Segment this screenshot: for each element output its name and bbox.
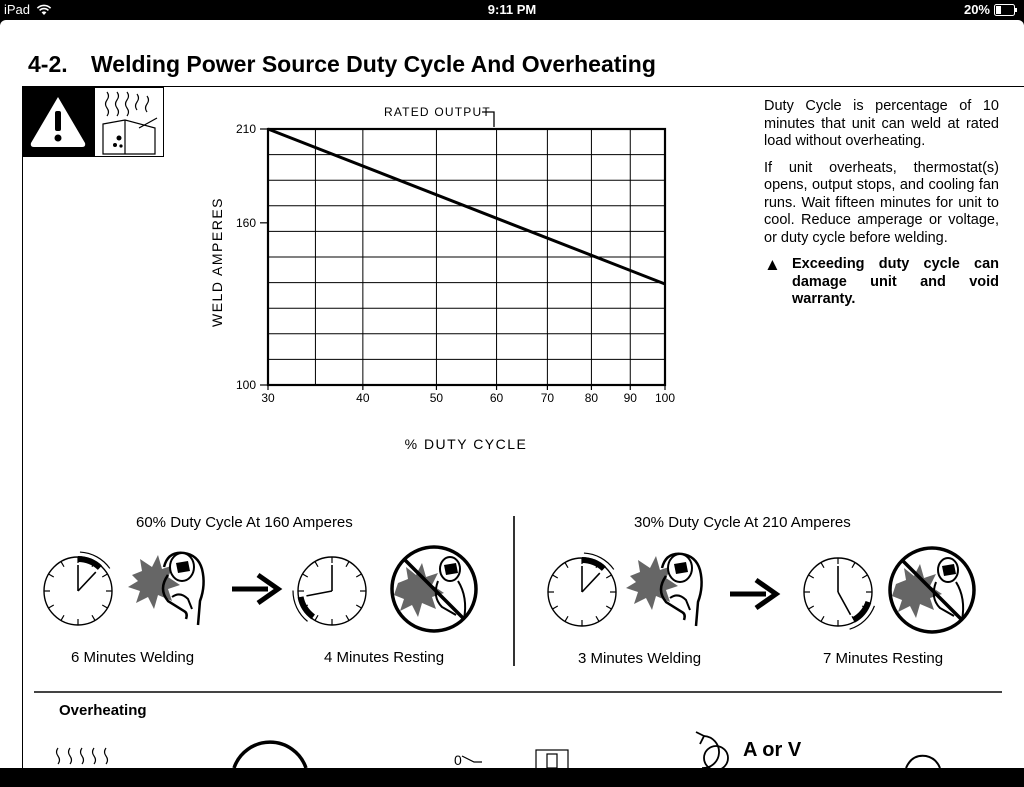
arrow-right-icon (232, 575, 278, 603)
overheating-heading: Overheating (59, 702, 147, 719)
battery-percent: 20% (963, 2, 990, 17)
arrow-right-icon (730, 580, 776, 608)
y-tick-label: 210 (235, 122, 256, 136)
duty-cycle-line (268, 129, 665, 284)
overheating-illustrations (50, 720, 1020, 768)
overheating-machine-icon (95, 88, 162, 155)
rated-output-annotation (384, 105, 494, 127)
example-right-resting: 7 Minutes Resting (823, 650, 944, 667)
example-right-welding: 3 Minutes Welding (578, 650, 702, 667)
clock-icon (548, 553, 616, 626)
duty-cycle-definition: Duty Cycle is percentage of 10 minutes that unit can weld at rated load without overheating. (764, 98, 999, 149)
clock-icon (804, 558, 874, 629)
dial-pointer-icon (462, 756, 482, 762)
overheat-instructions: If unit overheats, thermostat(s) opens, output stops, and cooling fan runs. Wait fifteen minutes for unit to cool. Reduce amperage or voltage, or duty cycle before welding. (764, 159, 999, 246)
x-tick-label: 30 (261, 391, 275, 405)
meter-label: A or V (743, 739, 802, 761)
overheating-machine-icon-box (94, 87, 164, 157)
section-title: Welding Power Source Duty Cycle And Overheating (91, 51, 656, 77)
description (764, 98, 999, 309)
warning-text: Exceeding duty cycle can damage unit and void warranty. (792, 256, 999, 307)
warning-icon (22, 87, 94, 157)
no-welding-icon (392, 547, 476, 631)
x-tick-label: 80 (584, 391, 599, 405)
x-axis-label: % DUTY CYCLE (404, 436, 528, 452)
y-tick-label: 160 (235, 215, 256, 230)
clock: 9:11 PM (487, 2, 537, 17)
adjust-knob-icon (696, 732, 728, 770)
section-divider (34, 691, 1002, 693)
duty-cycle-chart (200, 96, 690, 452)
heat-waves-icon (57, 748, 108, 764)
y-tick-label: 100 (235, 378, 256, 392)
no-welding-icon (890, 548, 974, 632)
example-right-illustration (542, 542, 982, 642)
example-left-illustration (38, 541, 483, 641)
warning-triangle-icon: ▲ (764, 255, 781, 274)
x-tick-label: 60 (489, 391, 504, 405)
x-tick-label: 70 (540, 391, 555, 405)
device-name: iPad (4, 2, 31, 17)
y-axis-label: WELD AMPERES (209, 196, 225, 328)
clock-icon (293, 557, 366, 625)
x-tick-label: 50 (429, 391, 444, 405)
status-bar (0, 0, 1024, 20)
x-tick-label: 100 (654, 391, 676, 405)
rated-output-label: RATED OUTPUT (384, 105, 491, 119)
section-heading (28, 51, 656, 78)
manual-page (0, 20, 1024, 768)
examples-divider (513, 516, 515, 666)
no-symbol-icon (234, 742, 306, 768)
example-left-welding: 6 Minutes Welding (71, 649, 195, 666)
clock-icon (44, 552, 112, 625)
welder-partial-icon (906, 756, 940, 768)
welder-icon (128, 553, 204, 625)
switch-icon (536, 750, 568, 770)
battery-icon (994, 4, 1018, 16)
x-tick-label: 90 (623, 391, 637, 405)
warning-note (764, 256, 999, 309)
example-left-resting: 4 Minutes Resting (324, 649, 445, 666)
example-right-title: 30% Duty Cycle At 210 Amperes (634, 514, 851, 531)
x-tick-label: 40 (356, 391, 370, 405)
dial-zero-label: 0 (454, 752, 462, 768)
welder-icon (626, 554, 702, 626)
warning-icon-box (22, 87, 94, 157)
example-left-title: 60% Duty Cycle At 160 Amperes (136, 514, 353, 531)
section-number: 4-2. (28, 51, 68, 77)
